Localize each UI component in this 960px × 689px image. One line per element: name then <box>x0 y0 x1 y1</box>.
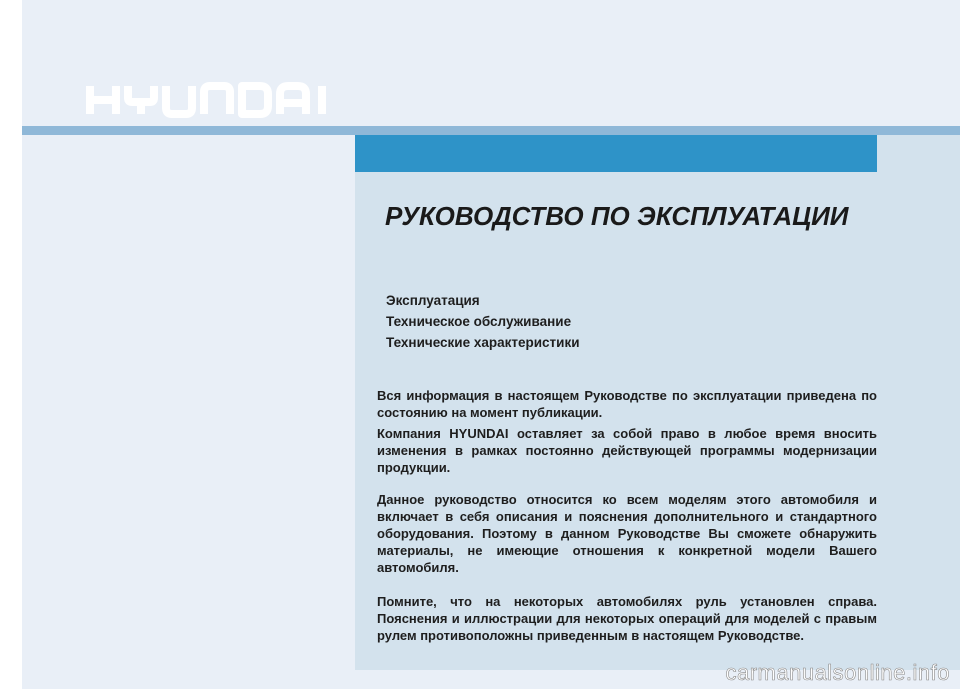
section-item: Техническое обслуживание <box>386 314 572 329</box>
paragraph: Компания HYUNDAI оставляет за собой право в любое время вносить изменения в рамках постоянно действующей программы модернизации продукции. <box>377 426 877 475</box>
panel-header-accent <box>355 135 877 172</box>
section-item: Технические характеристики <box>386 335 580 350</box>
manual-title: РУКОВОДСТВО ПО ЭКСПЛУАТАЦИИ <box>385 201 849 231</box>
watermark: carmanualsonline.info <box>725 660 950 685</box>
section-item: Эксплуатация <box>386 293 480 308</box>
content-panel <box>355 135 960 670</box>
body-text <box>377 387 877 644</box>
paragraph: Вся информация в настоящем Руководстве по эксплуатации приведена по состоянию на момент публикации. <box>377 388 877 420</box>
hyundai-logo <box>84 72 344 132</box>
section-list <box>386 290 580 353</box>
brand-band <box>22 0 960 126</box>
divider-bar <box>22 126 960 135</box>
manual-cover-page <box>22 0 960 689</box>
paragraph: Данное руководство относится ко всем моделям этого автомобиля и включает в себя описания и пояснения дополнительного и стандартного оборудования. Поэтому в данном Руководстве Вы сможете обнаружить материалы, не имеющие отношения к конкретной модели Вашего автомобиля. <box>377 492 877 575</box>
paragraph: Помните, что на некоторых автомобилях руль установлен справа. Пояснения и иллюстрации для некоторых операций для моделей с правым рулем противоположны приведенным в настоящем Руководстве. <box>377 594 877 643</box>
